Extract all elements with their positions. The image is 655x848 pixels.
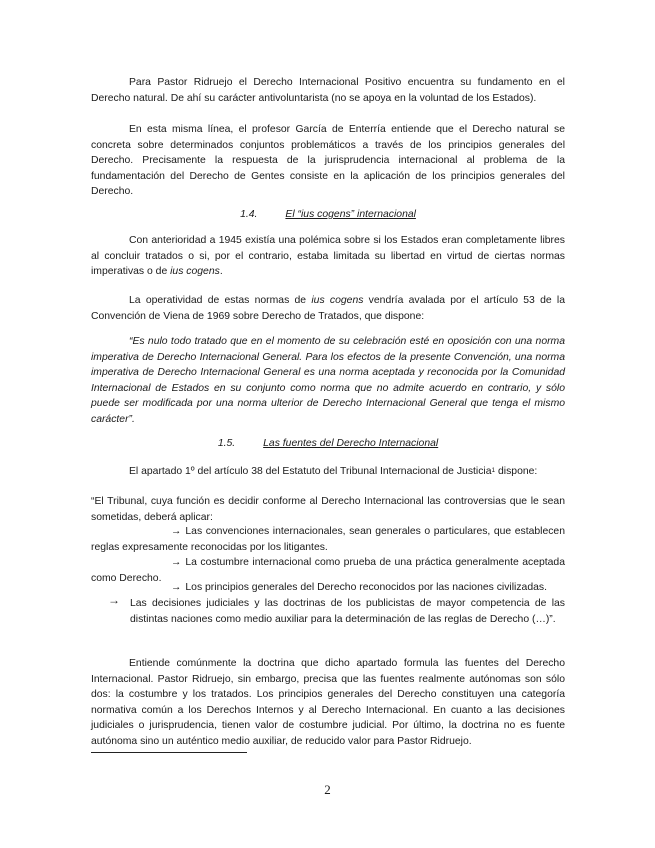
footnote-marker: 1 [491, 467, 496, 474]
arrow-icon: → [171, 557, 182, 568]
paragraph-pastor-ridruejo: Para Pastor Ridruejo el Derecho Internacional Positivo encuentra su fundamento en el Derecho natural. De ahí su carácter antivoluntarista (no se apoya en la voluntad de los Estados). [91, 77, 565, 104]
list-item-principios: → Los principios generales del Derecho reconocidos por las naciones civilizadas. [91, 580, 565, 596]
list-item-decisiones-judiciales: Las decisiones judiciales y las doctrinas de los publicistas de mayor competencia de las distintas naciones como medio auxiliar para la determinación de las reglas de Derecho (…)”. [130, 598, 565, 625]
section-title: Las fuentes del Derecho Internacional [263, 438, 439, 449]
paragraph-apartado-articulo-38: El apartado 1º del artículo 38 del Estatuto del Tribunal Internacional de Justicia$^1$ dispone: [129, 466, 538, 477]
paragraph-garcia-enterria: En esta misma línea, el profesor García de Enterría entiende que el Derecho natural se concreta sobre determinados conjuntos problemáticos a través de los principios generales del Derecho. Precisamente la respuesta de la jurisprudencia internacional al problema de la fundamentación del Derecho de Gentes consiste en la aplicación de los principios generales del Derecho. [91, 124, 565, 197]
list-item-convenciones: → Las convenciones internacionales, sean generales o particulares, que establecen reglas expresamente reconocidas por los litigantes. [91, 526, 565, 553]
section-title: El “ius cogens” internacional [285, 209, 416, 220]
list-item-costumbre: → La costumbre internacional como prueba de una práctica generalmente aceptada como Derecho. [91, 557, 565, 584]
paragraph-anterioridad-1945: Con anterioridad a 1945 existía una polémica sobre si los Estados eran completamente libres al concluir tratados o si, por el contrario, estaba limitada su libertad en virtud de ciertas normas imperativas o de ius cogens. [91, 235, 565, 277]
arrow-icon: → [171, 526, 182, 537]
paragraph-operatividad: La operatividad de estas normas de ius cogens vendría avalada por el artículo 53 de la Convención de Viena de 1969 sobre Derecho de Tratados, que dispone: [91, 295, 565, 322]
arrow-icon: → [171, 582, 182, 593]
page-number: 2 [324, 782, 331, 797]
paragraph-el-tribunal: “El Tribunal, cuya función es decidir conforme al Derecho Internacional las controversias que le sean sometidas, deberá aplicar: [91, 496, 565, 523]
quote-convencion-viena: “Es nulo todo tratado que en el momento de su celebración esté en oposición con una norma imperativa de Derecho Internacional General. Para los efectos de la presente Convención, una norma imperativa de Derecho Internacional General es una norma aceptada y reconocida por la Comunidad Internacional de Estados en su conjunto como norma que no admite acuerdo en contrario, y sólo puede ser modificada por una norma ulterior de Derecho Internacional General que tenga el mismo carácter”. [91, 336, 565, 425]
section-heading-1-5 [91, 436, 565, 451]
section-number: 1.4. [240, 209, 258, 220]
section-number: 1.5. [217, 438, 236, 449]
arrow-icon: → [108, 593, 120, 607]
section-heading-1-4 [91, 207, 565, 222]
footnote-separator [91, 752, 247, 753]
paragraph-entiende-doctrina: Entiende comúnmente la doctrina que dicho apartado formula las fuentes del Derecho Internacional. Pastor Ridruejo, sin embargo, precisa que las fuentes realmente autónomas son sólo dos: la costumbre y los tratados. Los principios generales del Derecho constituyen una categoría normativa común a los Derechos Internos y al Derecho Internacional. En cuanto a las decisiones judiciales o jurisprudencia, tienen valor de costumbre judicial. Por último, la doctrina no es fuente autónoma sino un auténtico medio auxiliar, de reducido valor para Pastor Ridruejo. [91, 658, 565, 747]
